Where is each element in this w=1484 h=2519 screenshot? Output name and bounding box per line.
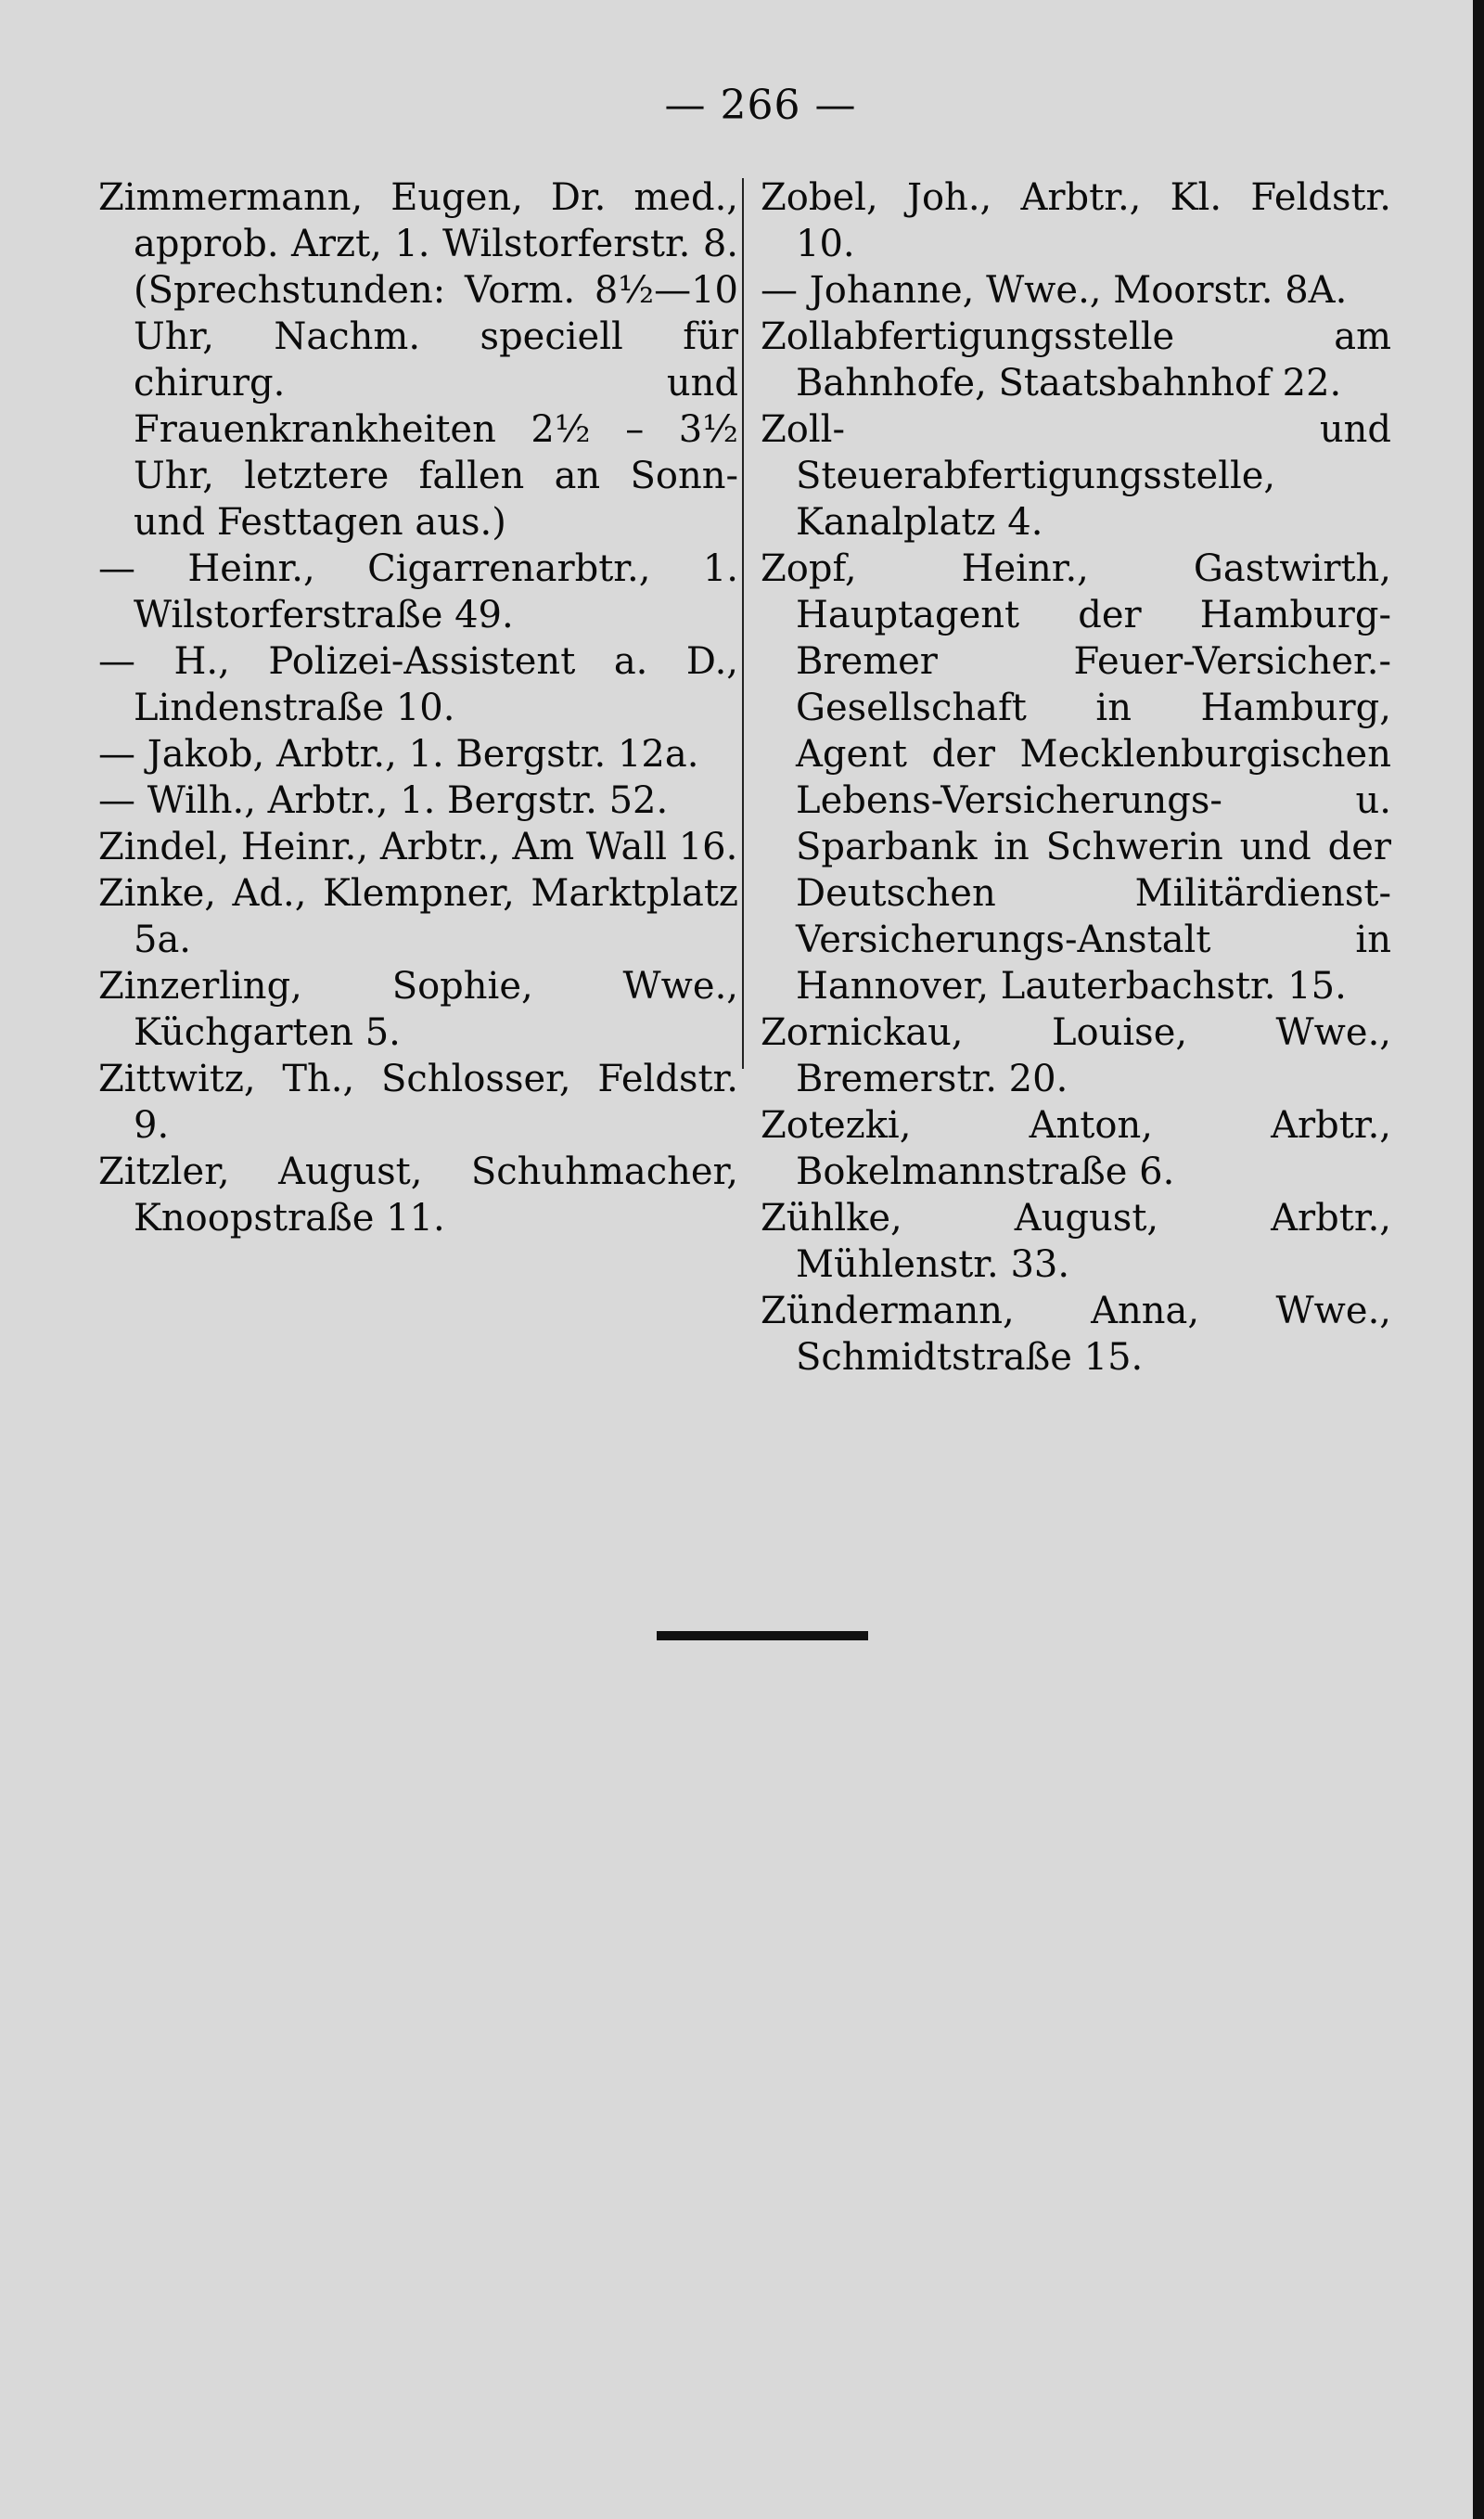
end-rule <box>657 1631 868 1640</box>
directory-entry: Zoll- und Steuerabfertigungsstelle, Kanalplatz 4. <box>761 408 1391 544</box>
page-edge <box>1473 0 1484 2519</box>
directory-entry: Zollabfertigungsstelle am Bahnhofe, Staatsbahnhof 22. <box>761 315 1391 405</box>
column-divider <box>742 178 744 1069</box>
page-number: — 266 — <box>664 82 857 129</box>
directory-entry: — H., Polizei-Assistent a. D., Lindenstraße 10. <box>98 640 738 729</box>
directory-entry: Zittwitz, Th., Schlosser, Feldstr. 9. <box>98 1058 738 1147</box>
directory-entry: Zühlke, August, Arbtr., Mühlenstr. 33. <box>761 1197 1391 1286</box>
directory-entry: — Wilh., Arbtr., 1. Bergstr. 52. <box>98 779 669 822</box>
directory-entry: Zindel, Heinr., Arbtr., Am Wall 16. <box>98 826 738 868</box>
directory-entry: — Heinr., Cigarrenarbtr., 1. Wilstorferstraße 49. <box>98 547 738 636</box>
directory-entry: Zobel, Joh., Arbtr., Kl. Feldstr. 10. <box>761 176 1391 265</box>
directory-entry: Zornickau, Louise, Wwe., Bremerstr. 20. <box>761 1011 1391 1100</box>
directory-entry: Zinke, Ad., Klempner, Marktplatz 5a. <box>98 872 738 961</box>
directory-entry: — Jakob, Arbtr., 1. Bergstr. 12a. <box>98 733 699 776</box>
directory-entry: Zopf, Heinr., Gastwirth, Hauptagent der Hamburg-Bremer Feuer-Versicher.-Gesellschaft in Hamburg, Agent der Mecklenburgischen Lebens-Versicherungs- u. Sparbank in Schwerin und der Deutschen Militärdienst-Versicherungs-Anstalt in Hannover, Lauterbachstr. 15. <box>761 547 1391 1008</box>
right-column <box>761 174 1391 1381</box>
directory-entry: Zündermann, Anna, Wwe., Schmidtstraße 15. <box>761 1290 1391 1379</box>
left-column <box>98 174 738 1241</box>
directory-entry: Zinzerling, Sophie, Wwe., Küchgarten 5. <box>98 965 738 1054</box>
directory-entry: Zitzler, August, Schuhmacher, Knoopstraße 11. <box>98 1150 738 1240</box>
directory-entry: Zimmermann, Eugen, Dr. med., approb. Arzt, 1. Wilstorferstr. 8. (Sprechstunden: Vorm. 8½—10 Uhr, Nachm. speciell für chirurg. und Frauenkrankheiten 2½ – 3½ Uhr, letztere fallen an Sonn- und Festtagen aus.) <box>98 176 738 544</box>
directory-entry: — Johanne, Wwe., Moorstr. 8A. <box>761 269 1348 312</box>
directory-entry: Zotezki, Anton, Arbtr., Bokelmannstraße 6. <box>761 1104 1391 1193</box>
